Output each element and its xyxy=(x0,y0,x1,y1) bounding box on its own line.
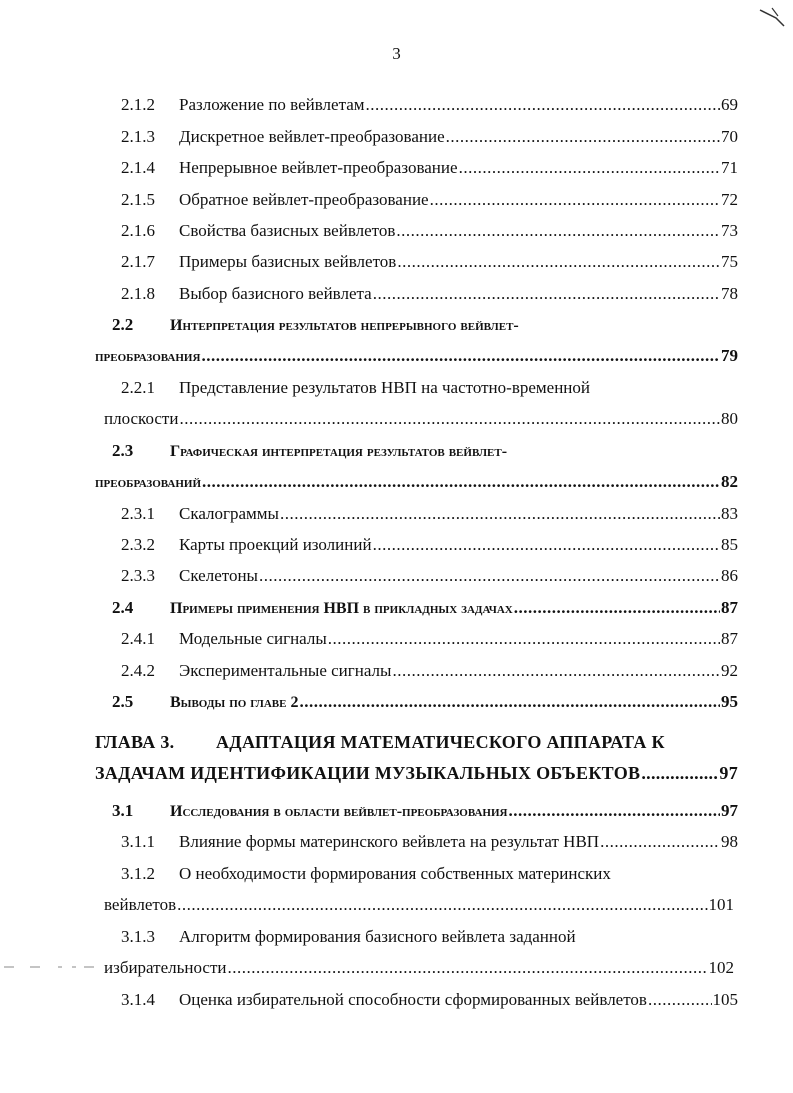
entry-number: 2.1.5 xyxy=(121,190,155,209)
section-title: Интерпретация результатов непрерывного вейвлет- xyxy=(170,317,519,334)
section-title-continued: преобразований xyxy=(95,474,202,491)
section-title-continued: преобразования xyxy=(95,348,201,365)
dot-leader xyxy=(396,220,720,242)
dot-leader xyxy=(648,989,712,1011)
toc-entry-3-1-2[interactable] xyxy=(121,863,738,885)
toc-entry-2-1-5[interactable] xyxy=(121,189,738,211)
entry-number: 2.3.1 xyxy=(121,504,155,523)
entry-page: 85 xyxy=(721,535,738,554)
entry-number: 2.3.2 xyxy=(121,535,155,554)
entry-number: 2.1.2 xyxy=(121,95,155,114)
entry-page: 87 xyxy=(721,629,738,648)
dot-leader xyxy=(514,597,720,619)
toc-entry-2-2-1[interactable] xyxy=(121,377,738,399)
entry-page: 82 xyxy=(721,472,738,491)
entry-title-continued: избирательности xyxy=(104,958,227,977)
entry-number: 2.2.1 xyxy=(121,378,155,397)
entry-title: Представление результатов НВП на частотно-временной xyxy=(179,378,590,397)
toc-entry-2-3-2[interactable] xyxy=(121,534,738,556)
entry-title: Разложение по вейвлетам xyxy=(179,95,365,114)
entry-page: 70 xyxy=(721,127,738,146)
entry-number: 2.4.2 xyxy=(121,661,155,680)
dot-leader xyxy=(299,691,720,713)
dot-leader xyxy=(202,471,720,493)
toc-section-2-3-continued[interactable] xyxy=(95,471,738,494)
scan-dash-marks xyxy=(0,962,100,972)
entry-page: 75 xyxy=(721,252,738,271)
toc-chapter-3[interactable] xyxy=(95,730,738,754)
toc-entry-2-1-2[interactable] xyxy=(121,94,738,116)
entry-title: Экспериментальные сигналы xyxy=(179,661,392,680)
entry-page: 80 xyxy=(721,409,738,428)
entry-page: 102 xyxy=(708,958,734,977)
entry-page: 87 xyxy=(721,598,738,617)
toc-entry-3-1-3-continued[interactable] xyxy=(104,957,734,979)
section-title: Выводы по главе 2 xyxy=(170,694,299,711)
dot-leader xyxy=(201,345,720,367)
dot-leader xyxy=(179,408,720,430)
toc-entry-2-1-3[interactable] xyxy=(121,126,738,148)
entry-title: Влияние формы материнского вейвлета на результат НВП xyxy=(179,832,600,851)
entry-title: Обратное вейвлет-преобразование xyxy=(179,190,429,209)
entry-title: Скелетоны xyxy=(179,566,258,585)
toc-entry-2-2-1-continued[interactable] xyxy=(104,408,738,430)
entry-title: Модельные сигналы xyxy=(179,629,327,648)
entry-number: 2.1.8 xyxy=(121,284,155,303)
entry-number: 2.1.6 xyxy=(121,221,155,240)
entry-number: 2.4.1 xyxy=(121,629,155,648)
dot-leader xyxy=(397,251,720,273)
entry-number: 3.1.3 xyxy=(121,927,155,946)
toc-section-2-5[interactable] xyxy=(112,691,738,714)
entry-page: 79 xyxy=(721,346,738,365)
toc-entry-3-1-2-continued[interactable] xyxy=(104,894,734,916)
entry-page: 95 xyxy=(721,692,738,711)
dot-leader xyxy=(366,94,720,116)
dot-leader xyxy=(280,503,720,525)
scan-stroke xyxy=(772,8,778,16)
chapter-title: АДАПТАЦИЯ МАТЕМАТИЧЕСКОГО АППАРАТА К xyxy=(216,732,665,752)
entry-page: 69 xyxy=(721,95,738,114)
toc-section-3-1[interactable] xyxy=(112,800,738,823)
dot-leader xyxy=(227,957,707,979)
section-title: Исследования в области вейвлет-преобразования xyxy=(170,803,508,820)
entry-title: Алгоритм формирования базисного вейвлета заданной xyxy=(179,927,576,946)
entry-page: 101 xyxy=(708,895,734,914)
entry-title: Оценка избирательной способности сформированных вейвлетов xyxy=(179,990,647,1009)
toc-entry-2-1-8[interactable] xyxy=(121,283,738,305)
entry-number: 2.1.4 xyxy=(121,158,155,177)
dot-leader xyxy=(508,800,720,822)
entry-page: 78 xyxy=(721,284,738,303)
entry-title: Дискретное вейвлет-преобразование xyxy=(179,127,445,146)
dot-leader xyxy=(328,628,720,650)
chapter-title-continued: ЗАДАЧАМ ИДЕНТИФИКАЦИИ МУЗЫКАЛЬНЫХ ОБЪЕКТОВ xyxy=(95,763,641,783)
toc-section-2-3[interactable] xyxy=(112,440,738,463)
entry-page: 92 xyxy=(721,661,738,680)
entry-title-continued: вейвлетов xyxy=(104,895,177,914)
toc-entry-2-4-1[interactable] xyxy=(121,628,738,650)
toc-section-2-2-continued[interactable] xyxy=(95,345,738,368)
toc-entry-2-1-4[interactable] xyxy=(121,157,738,179)
dot-leader xyxy=(259,565,720,587)
entry-title-continued: плоскости xyxy=(104,409,179,428)
toc-entry-2-1-6[interactable] xyxy=(121,220,738,242)
dot-leader xyxy=(430,189,720,211)
toc-entry-2-3-3[interactable] xyxy=(121,565,738,587)
section-number: 2.4 xyxy=(112,598,134,617)
dot-leader xyxy=(446,126,720,148)
toc-section-2-4[interactable] xyxy=(112,597,738,620)
entry-number: 3.1.1 xyxy=(121,832,155,851)
entry-page: 86 xyxy=(721,566,738,585)
entry-number: 3.1.2 xyxy=(121,864,155,883)
chapter-number: ГЛАВА 3. xyxy=(95,732,175,752)
entry-page: 73 xyxy=(721,221,738,240)
dot-leader xyxy=(373,534,720,556)
entry-title: Примеры базисных вейвлетов xyxy=(179,252,397,271)
dot-leader xyxy=(373,283,720,305)
section-number: 2.5 xyxy=(112,692,134,711)
entry-number: 2.1.7 xyxy=(121,252,155,271)
section-number: 2.3 xyxy=(112,441,134,460)
toc-entry-3-1-1[interactable] xyxy=(121,831,738,853)
entry-page: 97 xyxy=(721,801,738,820)
toc-entry-3-1-3[interactable] xyxy=(121,926,738,948)
entry-page: 105 xyxy=(712,990,738,1009)
toc-section-2-2[interactable] xyxy=(112,314,738,337)
entry-title: Свойства базисных вейвлетов xyxy=(179,221,396,240)
section-number: 2.2 xyxy=(112,315,134,334)
entry-page: 83 xyxy=(721,504,738,523)
entry-number: 2.3.3 xyxy=(121,566,155,585)
toc-entry-2-4-2[interactable] xyxy=(121,660,738,682)
entry-number: 3.1.4 xyxy=(121,990,155,1009)
entry-title: О необходимости формирования собственных материнских xyxy=(179,864,611,883)
entry-title: Непрерывное вейвлет-преобразование xyxy=(179,158,458,177)
toc-entry-3-1-4[interactable] xyxy=(121,989,738,1011)
dot-leader xyxy=(392,660,720,682)
entry-page: 72 xyxy=(721,190,738,209)
entry-title: Выбор базисного вейвлета xyxy=(179,284,372,303)
section-number: 3.1 xyxy=(112,801,134,820)
entry-title: Карты проекций изолиний xyxy=(179,535,372,554)
dot-leader xyxy=(641,761,718,785)
dot-leader xyxy=(459,157,720,179)
entry-title: Скалограммы xyxy=(179,504,279,523)
section-title: Графическая интерпретация результатов вейвлет- xyxy=(170,443,508,460)
entry-page: 71 xyxy=(721,158,738,177)
section-title: Примеры применения НВП в прикладных задачах xyxy=(170,600,513,617)
toc-chapter-3-continued[interactable] xyxy=(95,761,738,785)
toc-entry-2-1-7[interactable] xyxy=(121,251,738,273)
toc-entry-2-3-1[interactable] xyxy=(121,503,738,525)
dot-leader xyxy=(177,894,707,916)
entry-page: 98 xyxy=(721,832,738,851)
page-number: 3 xyxy=(392,44,401,63)
entry-number: 2.1.3 xyxy=(121,127,155,146)
scan-stroke xyxy=(760,10,784,26)
scan-corner-mark xyxy=(758,4,788,30)
dot-leader xyxy=(600,831,720,853)
entry-page: 97 xyxy=(719,763,738,783)
